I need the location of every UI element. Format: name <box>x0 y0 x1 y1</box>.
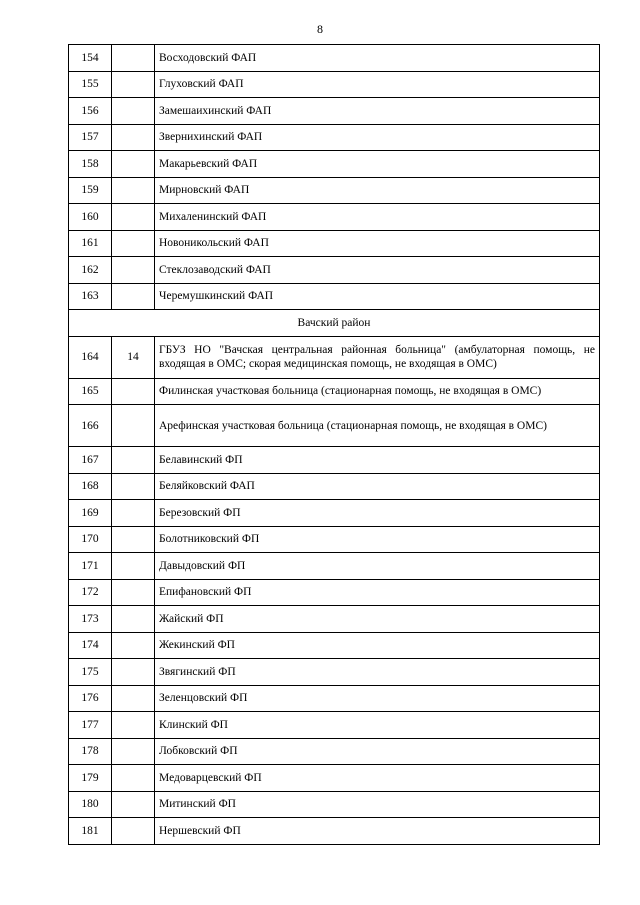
row-name-cell: Замешаихинский ФАП <box>155 98 600 125</box>
row-number-cell: 160 <box>69 204 112 231</box>
row-code-cell <box>112 606 155 633</box>
row-code-cell <box>112 738 155 765</box>
row-code-cell <box>112 526 155 553</box>
table-row <box>69 45 600 72</box>
row-name-cell: Стеклозаводский ФАП <box>155 257 600 284</box>
row-code-cell <box>112 177 155 204</box>
row-name-cell: Новоникольский ФАП <box>155 230 600 257</box>
row-number-cell: 174 <box>69 632 112 659</box>
row-number-cell: 156 <box>69 98 112 125</box>
table-row <box>69 98 600 125</box>
row-code-cell <box>112 71 155 98</box>
row-code-cell <box>112 473 155 500</box>
row-name-cell: Нершевский ФП <box>155 818 600 845</box>
row-code-cell <box>112 553 155 580</box>
row-code-cell <box>112 405 155 447</box>
section-row <box>69 310 600 337</box>
table-row <box>69 283 600 310</box>
row-code-cell <box>112 45 155 72</box>
row-name-cell: ГБУЗ НО "Вачская центральная районная больница" (амбулаторная помощь, не входящая в ОМС; скорая медицинская помощь, не входящая в ОМС) <box>155 336 600 378</box>
row-name-cell: Жайский ФП <box>155 606 600 633</box>
row-number-cell: 168 <box>69 473 112 500</box>
row-number-cell: 167 <box>69 447 112 474</box>
table-row <box>69 818 600 845</box>
row-code-cell <box>112 712 155 739</box>
table-row <box>69 500 600 527</box>
row-number-cell: 170 <box>69 526 112 553</box>
table-row <box>69 526 600 553</box>
table-row <box>69 765 600 792</box>
table-row <box>69 659 600 686</box>
table-row <box>69 579 600 606</box>
row-code-cell <box>112 659 155 686</box>
row-code-cell <box>112 818 155 845</box>
table-row <box>69 712 600 739</box>
row-number-cell: 158 <box>69 151 112 178</box>
row-name-cell: Лобковский ФП <box>155 738 600 765</box>
row-code-cell <box>112 257 155 284</box>
table-row <box>69 177 600 204</box>
row-code-cell <box>112 632 155 659</box>
row-name-cell: Арефинская участковая больница (стационарная помощь, не входящая в ОМС) <box>155 405 600 447</box>
row-name-cell: Зеленцовский ФП <box>155 685 600 712</box>
table-row <box>69 71 600 98</box>
section-title: Вачский район <box>69 310 600 337</box>
table-row <box>69 632 600 659</box>
row-name-cell: Макарьевский ФАП <box>155 151 600 178</box>
table-row <box>69 473 600 500</box>
row-name-cell: Епифановский ФП <box>155 579 600 606</box>
row-name-cell: Болотниковский ФП <box>155 526 600 553</box>
row-name-cell: Митинский ФП <box>155 791 600 818</box>
row-name-cell: Звягинский ФП <box>155 659 600 686</box>
row-code-cell <box>112 98 155 125</box>
institutions-table-body <box>69 45 600 845</box>
row-number-cell: 175 <box>69 659 112 686</box>
row-code-cell <box>112 230 155 257</box>
table-row <box>69 606 600 633</box>
row-name-cell: Беляйковский ФАП <box>155 473 600 500</box>
row-code-cell <box>112 579 155 606</box>
institutions-table <box>68 44 600 845</box>
row-name-cell: Медоварцевский ФП <box>155 765 600 792</box>
row-number-cell: 165 <box>69 378 112 405</box>
row-number-cell: 162 <box>69 257 112 284</box>
row-number-cell: 172 <box>69 579 112 606</box>
row-code-cell <box>112 283 155 310</box>
row-name-cell: Белавинский ФП <box>155 447 600 474</box>
row-name-cell: Филинская участковая больница (стационарная помощь, не входящая в ОМС) <box>155 378 600 405</box>
row-number-cell: 154 <box>69 45 112 72</box>
row-number-cell: 178 <box>69 738 112 765</box>
table-row <box>69 257 600 284</box>
table-row <box>69 230 600 257</box>
row-number-cell: 181 <box>69 818 112 845</box>
row-code-cell <box>112 151 155 178</box>
row-name-cell: Жекинский ФП <box>155 632 600 659</box>
row-number-cell: 166 <box>69 405 112 447</box>
row-number-cell: 169 <box>69 500 112 527</box>
table-row <box>69 124 600 151</box>
row-name-cell: Черемушкинский ФАП <box>155 283 600 310</box>
row-name-cell: Звернихинский ФАП <box>155 124 600 151</box>
row-name-cell: Михаленинский ФАП <box>155 204 600 231</box>
row-name-cell: Клинский ФП <box>155 712 600 739</box>
table-row <box>69 685 600 712</box>
table-row <box>69 447 600 474</box>
table-row <box>69 151 600 178</box>
row-code-cell <box>112 204 155 231</box>
row-number-cell: 157 <box>69 124 112 151</box>
table-row <box>69 791 600 818</box>
row-number-cell: 179 <box>69 765 112 792</box>
row-code-cell <box>112 765 155 792</box>
row-code-cell <box>112 500 155 527</box>
row-name-cell: Березовский ФП <box>155 500 600 527</box>
row-number-cell: 180 <box>69 791 112 818</box>
table-row <box>69 738 600 765</box>
table-row <box>69 336 600 378</box>
row-code-cell <box>112 685 155 712</box>
row-number-cell: 171 <box>69 553 112 580</box>
row-name-cell: Давыдовский ФП <box>155 553 600 580</box>
row-number-cell: 176 <box>69 685 112 712</box>
row-code-cell: 14 <box>112 336 155 378</box>
table-row <box>69 405 600 447</box>
row-number-cell: 159 <box>69 177 112 204</box>
table-row <box>69 378 600 405</box>
page-number: 8 <box>317 22 323 36</box>
row-number-cell: 155 <box>69 71 112 98</box>
table-row <box>69 204 600 231</box>
row-code-cell <box>112 124 155 151</box>
table-row <box>69 553 600 580</box>
row-number-cell: 161 <box>69 230 112 257</box>
row-number-cell: 177 <box>69 712 112 739</box>
row-number-cell: 164 <box>69 336 112 378</box>
row-name-cell: Глуховский ФАП <box>155 71 600 98</box>
row-code-cell <box>112 791 155 818</box>
row-code-cell <box>112 378 155 405</box>
row-number-cell: 163 <box>69 283 112 310</box>
row-name-cell: Мирновский ФАП <box>155 177 600 204</box>
row-code-cell <box>112 447 155 474</box>
row-number-cell: 173 <box>69 606 112 633</box>
row-name-cell: Восходовский ФАП <box>155 45 600 72</box>
